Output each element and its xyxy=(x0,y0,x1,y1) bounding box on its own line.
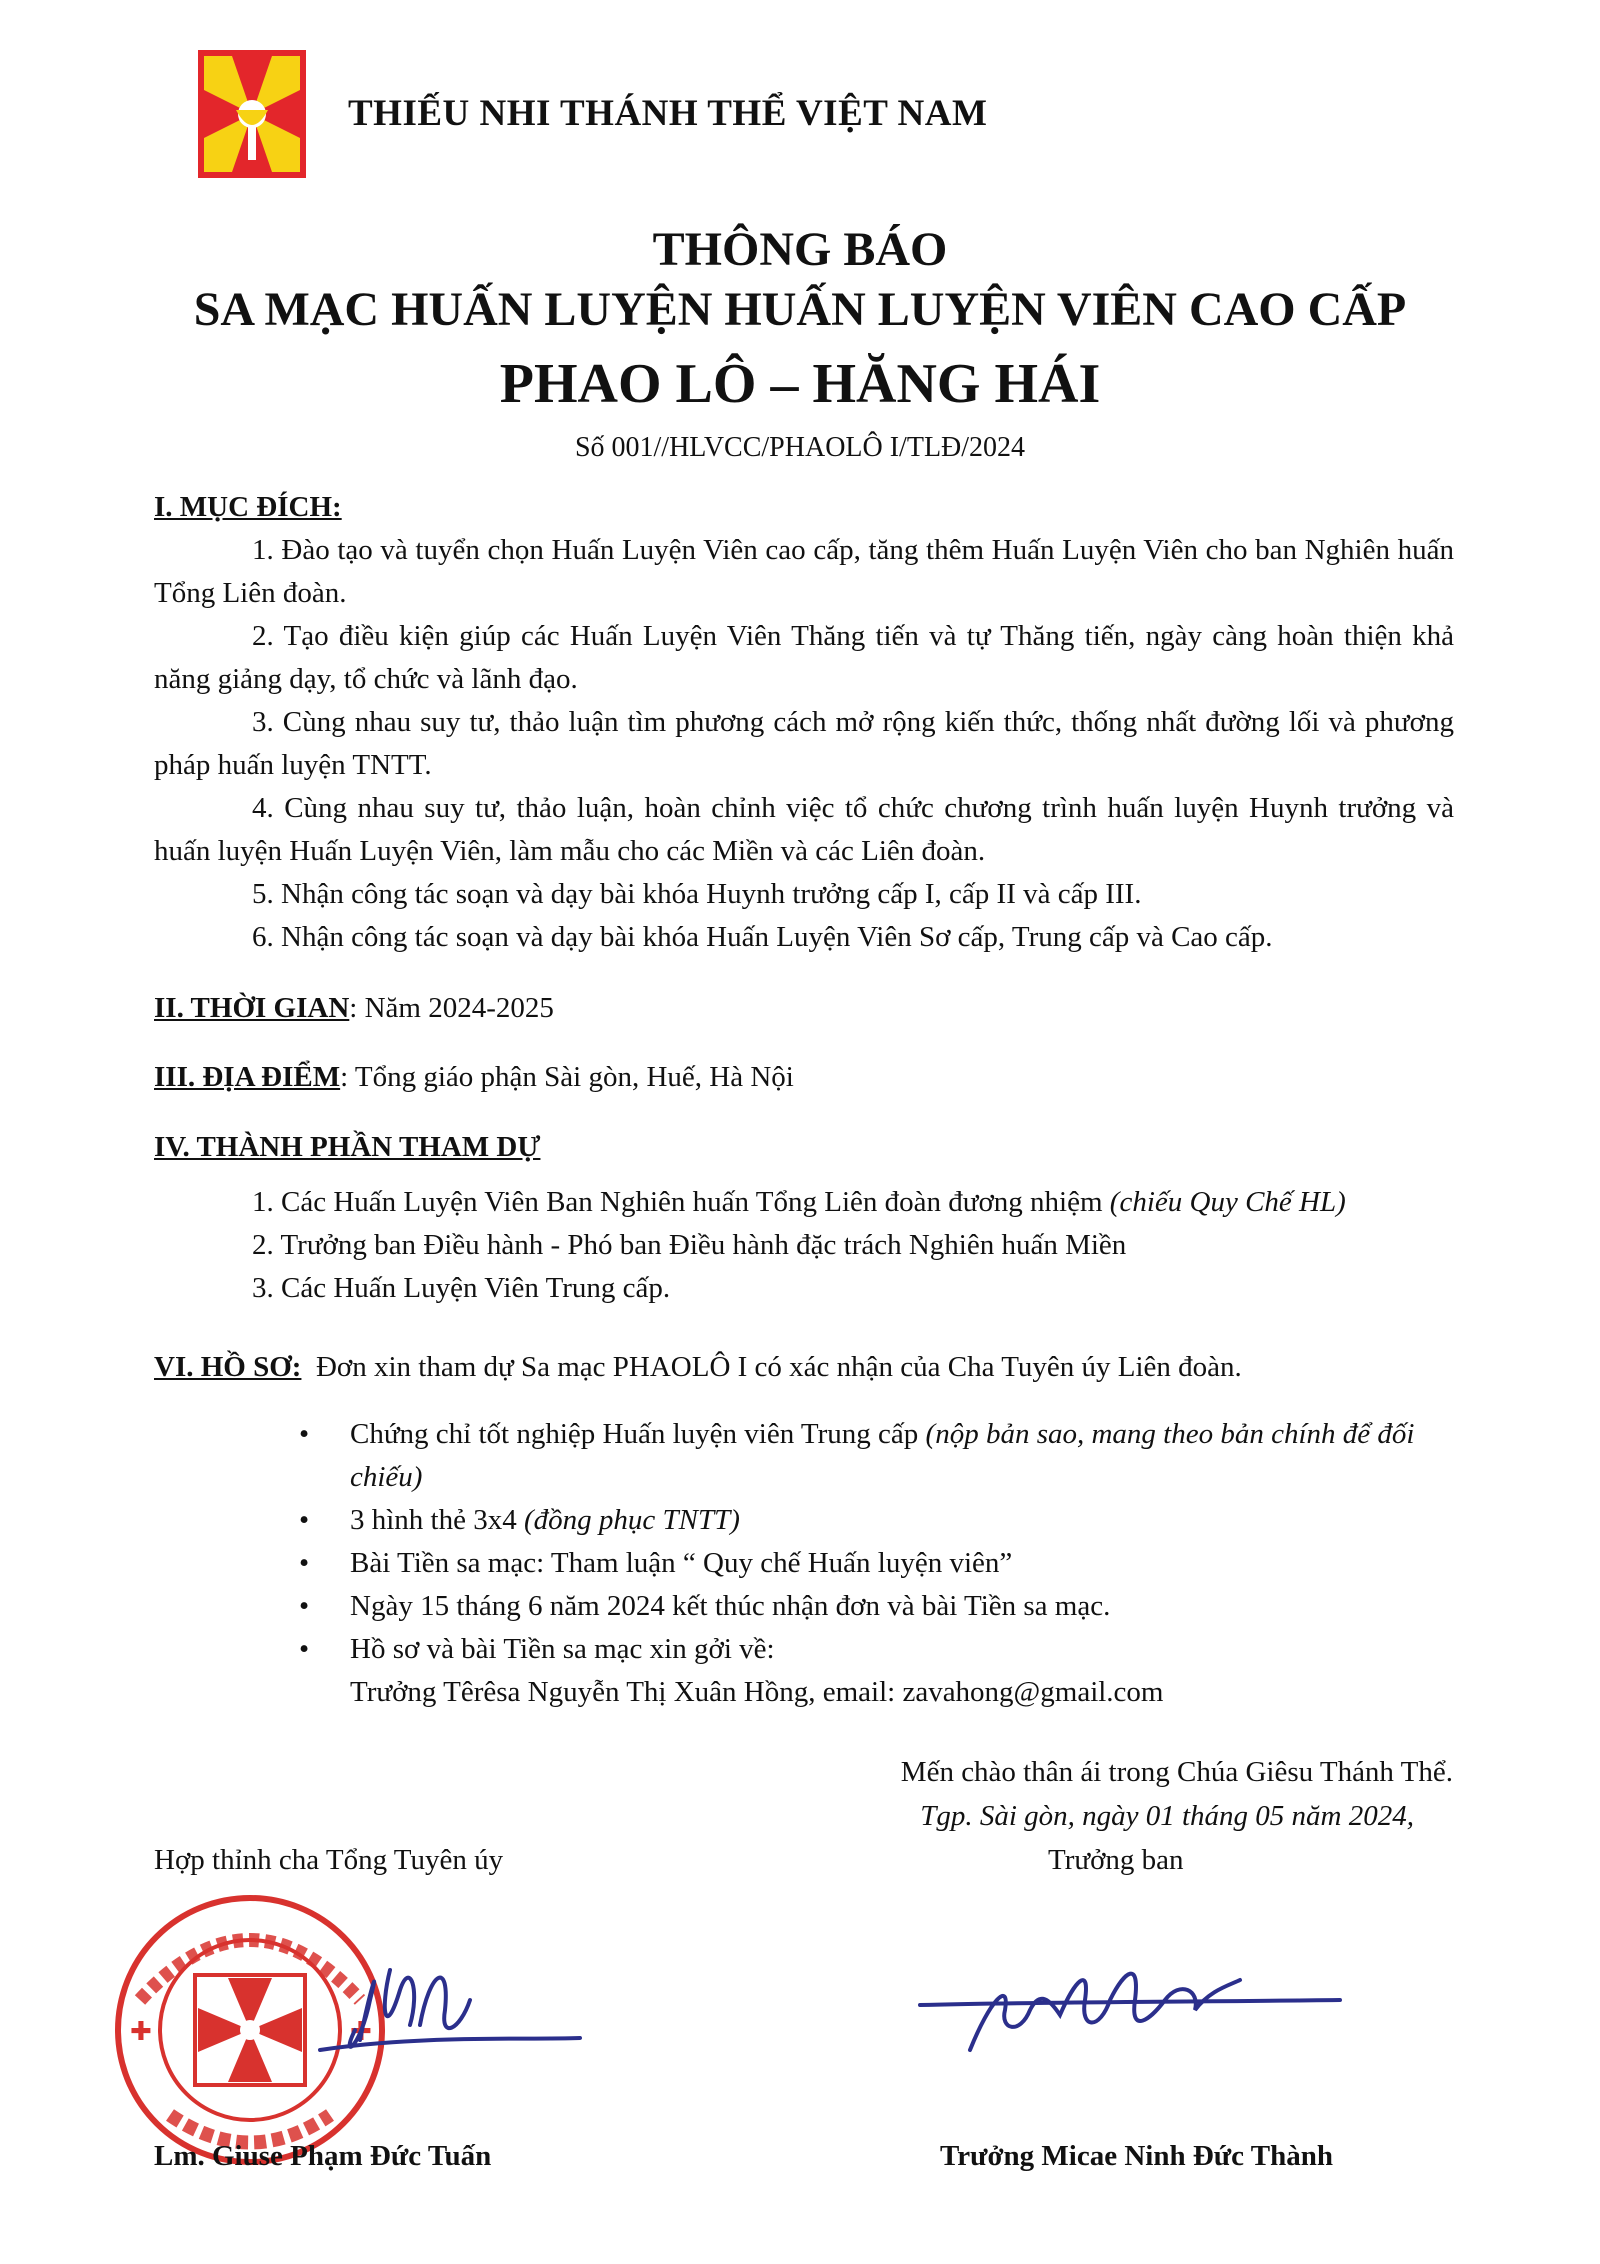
left-signature-icon xyxy=(300,1930,600,2080)
purpose-item-2: 2. Tạo điều kiện giúp các Huấn Luyện Viên Thăng tiến và tự Thăng tiến, ngày càng hoàn thiện khả năng giảng dạy, tổ chức và lãnh đạo. xyxy=(154,620,1454,695)
bullet-text: 3 hình thẻ 3x4 xyxy=(350,1504,524,1536)
documents-intro: Đơn xin tham dự Sa mạc PHAOLÔ I có xác nhận của Cha Tuyên úy Liên đoàn. xyxy=(315,1351,1242,1383)
participant-item-3: 3. Các Huấn Luyện Viên Trung cấp. xyxy=(252,1272,671,1304)
bullet-note: (nộp bản sao, mang theo bản chính để đối chiếu) xyxy=(350,1418,1415,1493)
purpose-item-1: 1. Đào tạo và tuyển chọn Huấn Luyện Viên cao cấp, tăng thêm Huấn Luyện Viên cho ban Nghiên huấn Tổng Liên đoàn. xyxy=(154,534,1454,609)
documents-bullet-3: • Bài Tiền sa mạc: Tham luận “ Quy chế Huấn luyện viên” xyxy=(154,1542,1454,1585)
svg-text:✚: ✚ xyxy=(130,2017,152,2047)
time-value: : Năm 2024-2025 xyxy=(349,992,554,1024)
place-date: Tgp. Sài gòn, ngày 01 tháng 05 năm 2024, xyxy=(920,1800,1414,1832)
bullet-text: Hồ sơ và bài Tiền sa mạc xin gởi về: xyxy=(350,1633,775,1665)
section-location xyxy=(154,1056,1454,1099)
bullet-note: (đồng phục TNTT) xyxy=(524,1504,740,1536)
right-signature-icon xyxy=(910,1940,1360,2080)
participant-text: 1. Các Huấn Luyện Viên Ban Nghiên huấn Tổng Liên đoàn đương nhiệm xyxy=(252,1186,1110,1218)
purpose-item-3: 3. Cùng nhau suy tư, thảo luận tìm phương cách mở rộng kiến thức, thống nhất đường lối và phương pháp huấn luyện TNTT. xyxy=(154,706,1454,781)
documents-bullet-2 xyxy=(154,1499,1454,1542)
contact-line: Trưởng Têrêsa Nguyễn Thị Xuân Hồng, email: zavahong@gmail.com xyxy=(350,1676,1164,1708)
section-documents xyxy=(154,1346,1454,1714)
purpose-item-4: 4. Cùng nhau suy tư, thảo luận, hoàn chỉnh việc tổ chức chương trình huấn luyện Huynh trưởng và huấn luyện Huấn Luyện Viên, làm mẫu cho các Miền và các Liên đoàn. xyxy=(154,792,1454,867)
section-heading: III. ĐỊA ĐIỂM xyxy=(154,1061,341,1093)
documents-intro-line xyxy=(154,1346,1454,1389)
svg-text:✚: ✚ xyxy=(350,2017,372,2047)
event-title: SA MẠC HUẤN LUYỆN HUẤN LUYỆN VIÊN CAO CẤP xyxy=(193,283,1407,336)
bullet-text: Chứng chỉ tốt nghiệp Huấn luyện viên Trung cấp xyxy=(350,1418,926,1450)
section-purpose xyxy=(154,486,1454,959)
right-signer-name: Trưởng Micae Ninh Đức Thành xyxy=(940,2140,1334,2172)
participant-item-1 xyxy=(154,1181,1454,1224)
section-time xyxy=(154,987,1454,1030)
document-number: Số 001//HLVCC/PHAOLÔ I/TLĐ/2024 xyxy=(574,432,1026,463)
section-heading: I. MỤC ĐÍCH: xyxy=(154,491,342,523)
section-participants xyxy=(154,1126,1454,1310)
documents-bullet-5 xyxy=(154,1628,1454,1714)
organization-name: THIẾU NHI THÁNH THỂ VIỆT NAM xyxy=(348,93,988,134)
event-name: PHAO LÔ – HĂNG HÁI xyxy=(499,353,1101,415)
purpose-item-6: 6. Nhận công tác soạn và dạy bài khóa Huấn Luyện Viên Sơ cấp, Trung cấp và Cao cấp. xyxy=(252,921,1273,953)
closing-greeting: Mến chào thân ái trong Chúa Giêsu Thánh Thể. xyxy=(900,1756,1453,1788)
location-value: : Tổng giáo phận Sài gòn, Huế, Hà Nội xyxy=(340,1061,794,1093)
left-signer-name: Lm. Giuse Phạm Đức Tuấn xyxy=(154,2140,492,2172)
left-signer-role: Hợp thỉnh cha Tổng Tuyên úy xyxy=(154,1844,504,1876)
participant-note: (chiếu Quy Chế HL) xyxy=(1109,1186,1346,1218)
tntt-logo-icon xyxy=(198,50,306,178)
documents-bullet-4: • Ngày 15 tháng 6 năm 2024 kết thúc nhận đơn và bài Tiền sa mạc. xyxy=(154,1585,1454,1628)
section-heading: II. THỜI GIAN xyxy=(154,992,350,1024)
notice-title: THÔNG BÁO xyxy=(652,223,948,276)
purpose-item-5: 5. Nhận công tác soạn và dạy bài khóa Huynh trưởng cấp I, cấp II và cấp III. xyxy=(252,878,1142,910)
section-heading: IV. THÀNH PHẦN THAM DỰ xyxy=(154,1131,541,1163)
documents-bullet-1 xyxy=(154,1413,1454,1499)
section-heading: VI. HỒ SƠ: xyxy=(154,1351,302,1383)
participant-item-2: 2. Trưởng ban Điều hành - Phó ban Điều hành đặc trách Nghiên huấn Miền xyxy=(252,1229,1127,1261)
right-signer-role: Trưởng ban xyxy=(1048,1844,1184,1876)
